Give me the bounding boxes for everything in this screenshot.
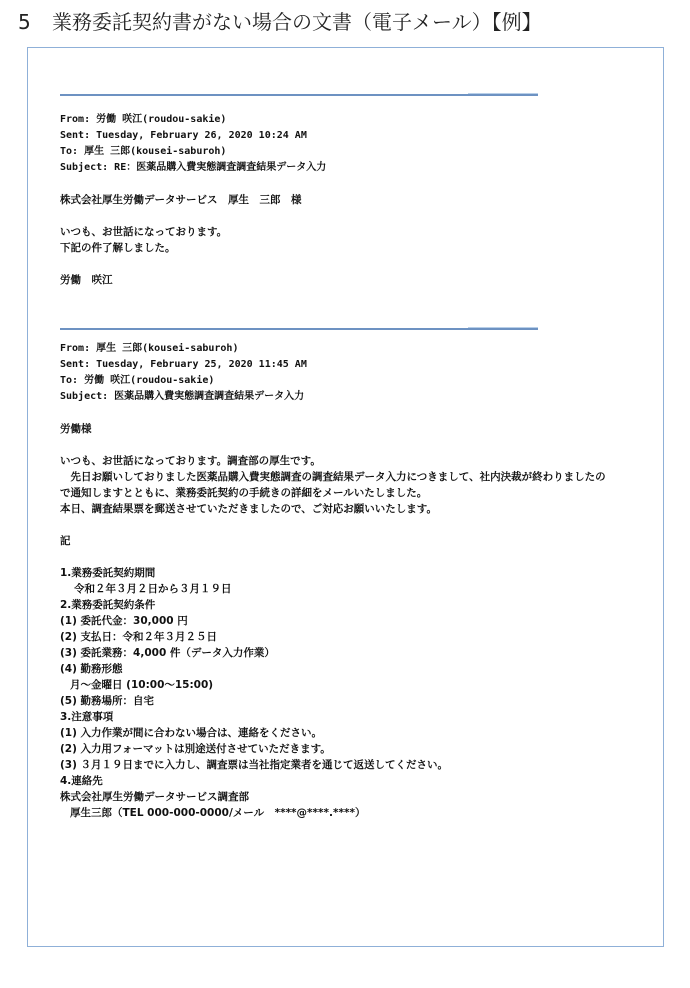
separator-middle [60,327,538,330]
section-3-item: (1) 入力作業が間に合わない場合は、連絡をください。 [60,727,323,739]
section-4-title: 4.連絡先 [60,775,103,787]
page-heading [18,8,678,36]
reply-body-line1: いつも、お世話になっております。 [60,226,228,238]
section-2-item: (4) 勤務形態 [60,663,123,675]
section-3-item: (3) ３月１９日までに入力し、調査票は当社指定業者を通じて返送してください。 [60,759,449,771]
section-2-place: (5) 勤務場所：自宅 [60,695,155,707]
heading-number: 5 [18,10,31,34]
section-4-company: 株式会社厚生労働データサービス調査部 [60,791,249,803]
section-3-item: (2) 入力用フォーマットは別途送付させていただきます。 [60,743,331,755]
reply-addressee: 株式会社厚生労働データサービス 厚生 三郎 様 [60,194,302,206]
heading-title: 業務委託契約書がない場合の文書（電子メール）【例】 [52,10,542,34]
original-to: To: 労働 咲江(roudou-sakie) [60,375,215,386]
ki-marker: 記 [60,535,71,547]
section-2-title: 2.業務委託契約条件 [60,599,156,611]
section-3-title: 3.注意事項 [60,711,114,723]
original-email [60,341,610,821]
section-1-title: 1.業務委託契約期間 [60,567,156,579]
section-2-item: (2) 支払日：令和２年３月２５日 [60,631,218,643]
original-sent: Sent: Tuesday, February 25, 2020 11:45 AM [60,359,307,370]
reply-body-line2: 下記の件了解しました。 [60,242,176,254]
original-greeting: いつも、お世話になっております。調査部の厚生です。 [60,455,321,467]
original-paragraph-1: 先日お願いしておりました医薬品購入費実態調査の調査結果データ入力につきまして、社内決裁が終わりましたので通知しますとともに、業務委託契約の手続きの詳細をメールいたしました。 [60,471,606,499]
separator-top [60,93,538,96]
reply-signature: 労働 咲江 [60,274,113,286]
original-addressee: 労働様 [60,423,92,435]
reply-to: To: 厚生 三郎(kousei-saburoh) [60,146,227,157]
section-2-item: (3) 委託業務：4,000 件（データ入力作業） [60,647,275,659]
original-paragraph-2: 本日、調査結果票を郵送させていただきましたので、ご対応お願いいたします。 [60,503,437,515]
section-2-hours: 月～金曜日 (10:00～15:00) [70,679,214,691]
original-subject: Subject: 医薬品購入費実態調査調査結果データ入力 [60,391,305,402]
reply-from: From: 労働 咲江(roudou-sakie) [60,114,227,125]
reply-email [60,112,610,288]
reply-subject: Subject: RE：医薬品購入費実態調査調査結果データ入力 [60,162,327,173]
original-from: From: 厚生 三郎(kousei-saburoh) [60,343,239,354]
reply-sent: Sent: Tuesday, February 26, 2020 10:24 AM [60,130,307,141]
section-4-contact: 厚生三郎（TEL 000-000-0000/メール ****@****.****） [70,807,366,819]
section-2-item: (1) 委託代金：30,000 円 [60,615,188,627]
section-1-value: 令和２年３月２日から３月１９日 [74,583,232,595]
